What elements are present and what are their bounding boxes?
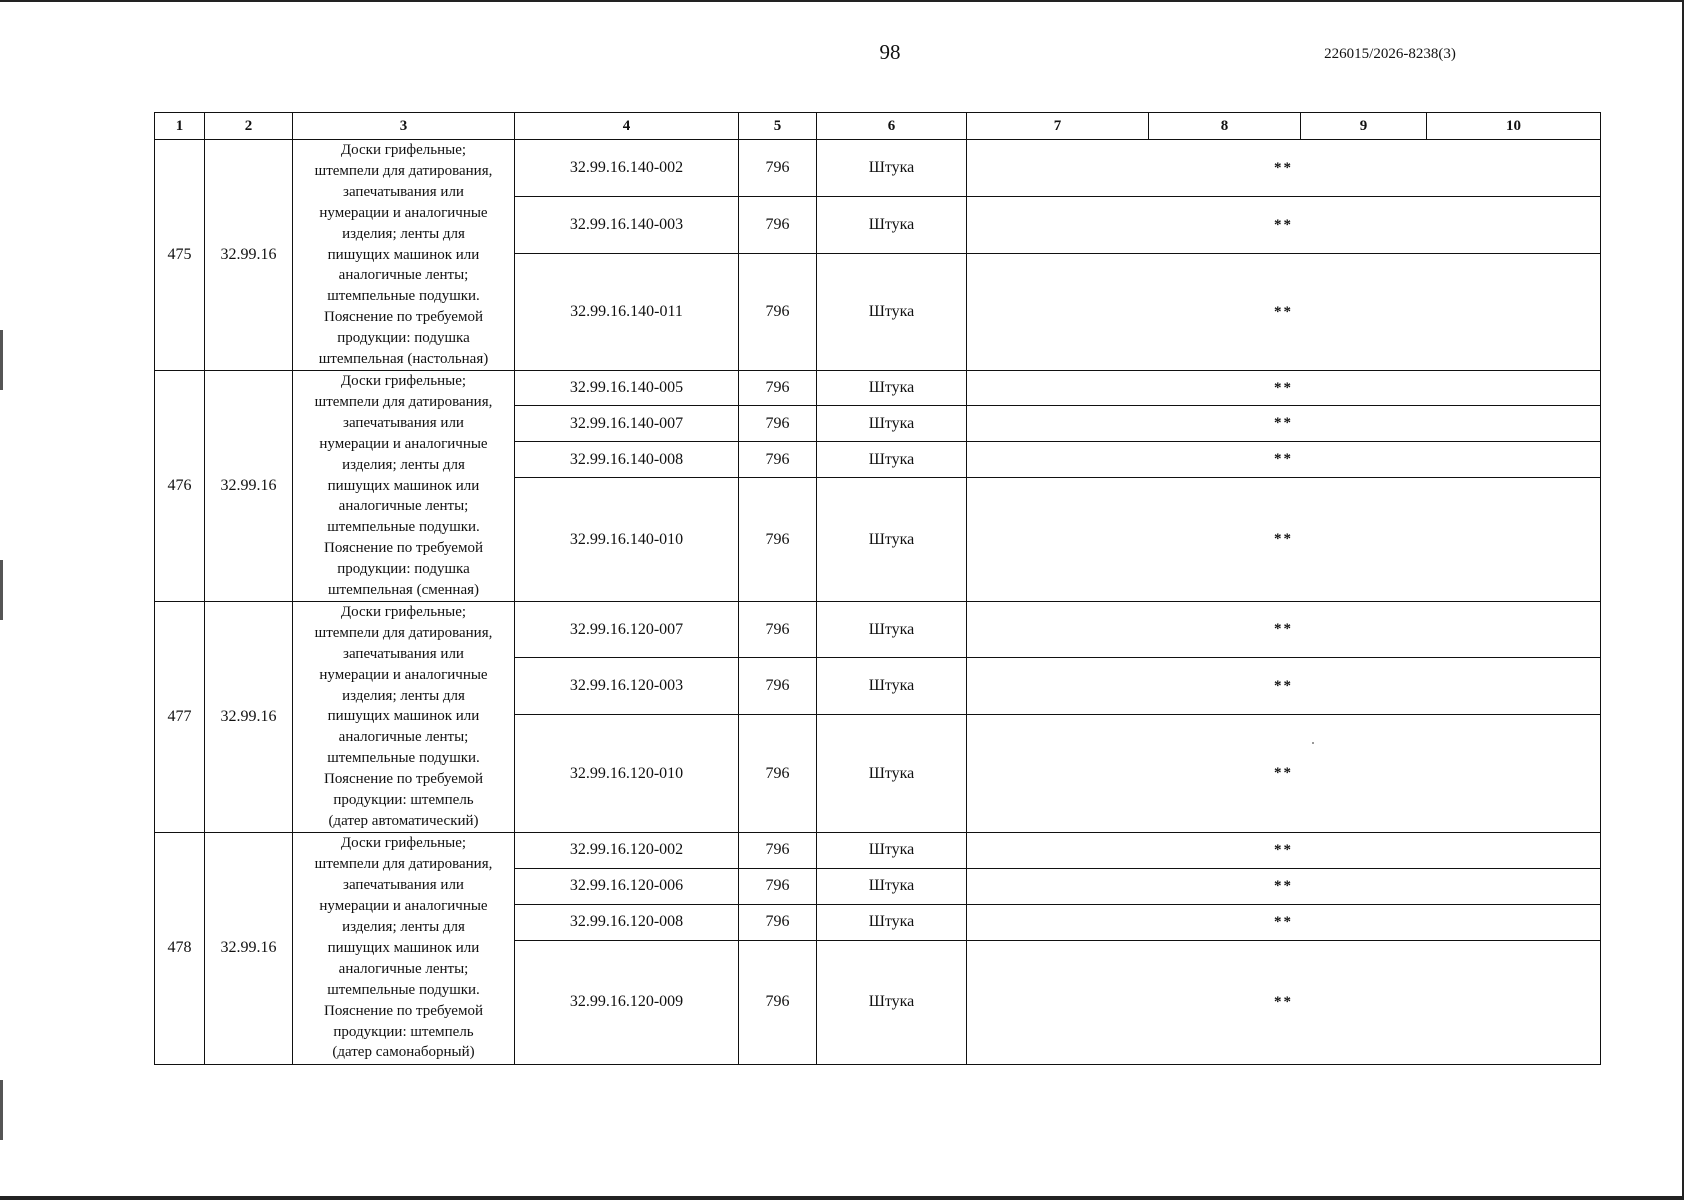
column-header: 4 [515, 113, 739, 140]
note-mark-cell: ** [967, 904, 1601, 940]
product-code-cell: 32.99.16.140-011 [515, 254, 739, 371]
unit-cell: Штука [817, 370, 967, 405]
unit-cell: Штука [817, 254, 967, 371]
okpd-code-cell: 32.99.16 [205, 832, 293, 1064]
okei-code-cell: 796 [739, 370, 817, 405]
product-code-cell: 32.99.16.140-003 [515, 197, 739, 254]
note-mark-cell: ** [967, 254, 1601, 371]
unit-cell: Штука [817, 715, 967, 833]
page-number: 98 [879, 40, 901, 64]
unit-cell: Штука [817, 601, 967, 657]
scan-edge-top [0, 0, 1684, 2]
note-mark-cell: ** [967, 140, 1601, 197]
unit-cell: Штука [817, 940, 967, 1064]
unit-cell: Штука [817, 832, 967, 868]
note-mark-cell: ** [967, 197, 1601, 254]
product-code-cell: 32.99.16.120-008 [515, 904, 739, 940]
note-mark-cell: ** [967, 370, 1601, 405]
column-header: 8 [1149, 113, 1301, 140]
product-code-cell: 32.99.16.120-006 [515, 868, 739, 904]
column-header: 9 [1301, 113, 1427, 140]
product-description-cell: Доски грифельные; штемпели для датирования, запечатывания или нумерации и аналогичные изделия; ленты для пишущих машинок или аналогичные ленты; штемпельные подушки. Пояснение по требуемой продукции: подушка штемпельная (настольная) [293, 140, 515, 371]
product-code-cell: 32.99.16.140-008 [515, 442, 739, 478]
unit-cell: Штука [817, 658, 967, 715]
column-header: 10 [1427, 113, 1601, 140]
note-mark-cell: ** [967, 601, 1601, 657]
product-code-cell: 32.99.16.140-005 [515, 370, 739, 405]
scan-edge-left-mark [0, 330, 3, 390]
product-code-cell: 32.99.16.120-010 [515, 715, 739, 833]
note-mark-cell: ** [967, 406, 1601, 442]
okpd-code-cell: 32.99.16 [205, 140, 293, 371]
product-code-cell: 32.99.16.140-007 [515, 406, 739, 442]
okei-code-cell: 796 [739, 406, 817, 442]
unit-cell: Штука [817, 868, 967, 904]
product-code-cell: 32.99.16.120-007 [515, 601, 739, 657]
unit-cell: Штука [817, 478, 967, 602]
okei-code-cell: 796 [739, 442, 817, 478]
note-mark-cell: ** [967, 832, 1601, 868]
row-number-cell: 476 [155, 370, 205, 601]
okei-code-cell: 796 [739, 197, 817, 254]
document-code: 226015/2026-8238(3) [1324, 46, 1456, 62]
okei-code-cell: 796 [739, 140, 817, 197]
product-code-cell: 32.99.16.120-003 [515, 658, 739, 715]
product-registry-table [154, 112, 1601, 1065]
scan-edge-left-mark [0, 1080, 3, 1140]
okei-code-cell: 796 [739, 832, 817, 868]
product-code-cell: 32.99.16.140-010 [515, 478, 739, 602]
scan-edge-bottom [0, 1196, 1684, 1200]
product-description-cell: Доски грифельные; штемпели для датирования, запечатывания или нумерации и аналогичные изделия; ленты для пишущих машинок или аналогичные ленты; штемпельные подушки. Пояснение по требуемой продукции: штемпель (датер самонаборный) [293, 832, 515, 1064]
okei-code-cell: 796 [739, 904, 817, 940]
okei-code-cell: 796 [739, 940, 817, 1064]
okei-code-cell: 796 [739, 715, 817, 833]
okei-code-cell: 796 [739, 478, 817, 602]
scan-speck [1312, 742, 1314, 744]
table-row [155, 370, 1601, 405]
okei-code-cell: 796 [739, 868, 817, 904]
note-mark-cell: ** [967, 715, 1601, 833]
header-row [155, 113, 1601, 140]
column-header: 6 [817, 113, 967, 140]
product-code-cell: 32.99.16.120-002 [515, 832, 739, 868]
okei-code-cell: 796 [739, 658, 817, 715]
note-mark-cell: ** [967, 940, 1601, 1064]
column-header: 5 [739, 113, 817, 140]
table-body [155, 140, 1601, 1065]
unit-cell: Штука [817, 904, 967, 940]
row-number-cell: 475 [155, 140, 205, 371]
product-description-cell: Доски грифельные; штемпели для датирования, запечатывания или нумерации и аналогичные изделия; ленты для пишущих машинок или аналогичные ленты; штемпельные подушки. Пояснение по требуемой продукции: штемпель (датер автоматический) [293, 601, 515, 832]
unit-cell: Штука [817, 140, 967, 197]
note-mark-cell: ** [967, 658, 1601, 715]
product-description-cell: Доски грифельные; штемпели для датирования, запечатывания или нумерации и аналогичные изделия; ленты для пишущих машинок или аналогичные ленты; штемпельные подушки. Пояснение по требуемой продукции: подушка штемпельная (сменная) [293, 370, 515, 601]
okpd-code-cell: 32.99.16 [205, 370, 293, 601]
okei-code-cell: 796 [739, 601, 817, 657]
okei-code-cell: 796 [739, 254, 817, 371]
table-row [155, 601, 1601, 657]
product-code-cell: 32.99.16.140-002 [515, 140, 739, 197]
note-mark-cell: ** [967, 868, 1601, 904]
product-code-cell: 32.99.16.120-009 [515, 940, 739, 1064]
table-row [155, 832, 1601, 868]
column-header: 2 [205, 113, 293, 140]
table-row [155, 140, 1601, 197]
unit-cell: Штука [817, 406, 967, 442]
okpd-code-cell: 32.99.16 [205, 601, 293, 832]
unit-cell: Штука [817, 197, 967, 254]
column-header: 7 [967, 113, 1149, 140]
unit-cell: Штука [817, 442, 967, 478]
note-mark-cell: ** [967, 478, 1601, 602]
scan-edge-left-mark [0, 560, 3, 620]
row-number-cell: 478 [155, 832, 205, 1064]
note-mark-cell: ** [967, 442, 1601, 478]
table-header [155, 113, 1601, 140]
column-header: 1 [155, 113, 205, 140]
column-header: 3 [293, 113, 515, 140]
row-number-cell: 477 [155, 601, 205, 832]
